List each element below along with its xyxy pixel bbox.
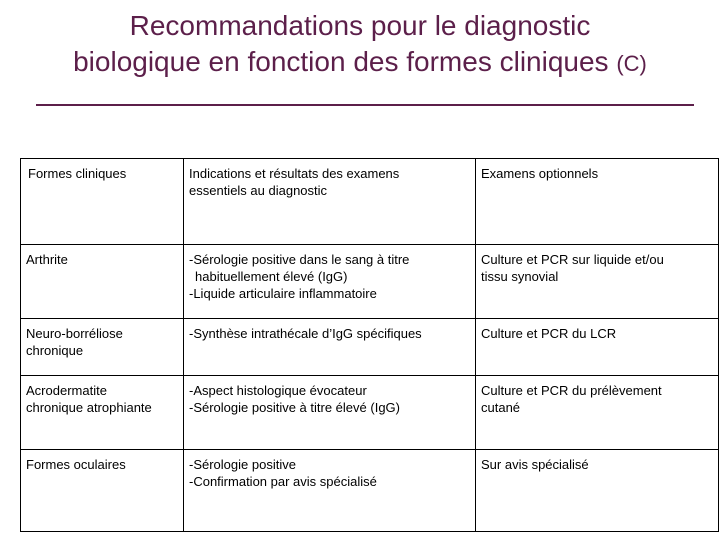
cell-form-line: Formes oculaires (26, 457, 126, 472)
cell-essential-line: -Aspect histologique évocateur (189, 383, 367, 398)
table-row (21, 319, 719, 376)
cell-essential-line: -Confirmation par avis spécialisé (189, 474, 377, 489)
header-optional-label: Examens optionnels (481, 166, 599, 181)
cell-essential-line: -Sérologie positive dans le sang à titre (189, 252, 410, 267)
cell-optional-line: tissu synovial (481, 269, 559, 284)
cell-optional-line: Culture et PCR du prélèvement (481, 383, 662, 398)
header-optional-exams (476, 159, 719, 245)
title-divider (36, 104, 694, 106)
header-forms-label: Formes cliniques (28, 166, 127, 181)
cell-essential (184, 450, 476, 532)
cell-optional (476, 319, 719, 376)
table-row (21, 245, 719, 319)
table-row (21, 450, 719, 532)
cell-form-line: Acrodermatite (26, 383, 107, 398)
cell-optional-line: Culture et PCR du LCR (481, 326, 617, 341)
cell-essential-line: -Synthèse intrathécale d’IgG spécifiques (189, 326, 422, 341)
cell-form-line: Neuro-borréliose (26, 326, 123, 341)
cell-form (21, 376, 184, 450)
cell-form-line: chronique (26, 343, 84, 358)
table-header-row (21, 159, 719, 245)
table-row (21, 376, 719, 450)
cell-form (21, 450, 184, 532)
cell-optional-line: Sur avis spécialisé (481, 457, 589, 472)
cell-essential-line: -Sérologie positive (189, 457, 296, 472)
cell-form-line: chronique atrophiante (26, 400, 152, 415)
cell-form (21, 245, 184, 319)
slide-title-line-2-text: biologique en fonction des formes cliniques (73, 46, 609, 77)
header-essential-exams (184, 159, 476, 245)
slide-title (0, 8, 720, 82)
slide-title-line-1: Recommandations pour le diagnostic (129, 10, 591, 41)
cell-essential (184, 376, 476, 450)
header-essential-line-2: essentiels au diagnostic (189, 183, 328, 198)
cell-optional (476, 450, 719, 532)
cell-essential (184, 319, 476, 376)
cell-essential-line: habituellement élevé (IgG) (195, 269, 348, 284)
cell-optional (476, 245, 719, 319)
header-forms (21, 159, 184, 245)
cell-form-line: Arthrite (26, 252, 68, 267)
cell-optional (476, 376, 719, 450)
cell-essential-line: -Sérologie positive à titre élevé (IgG) (189, 400, 400, 415)
recommendations-table (20, 158, 719, 532)
cell-optional-line: Culture et PCR sur liquide et/ou (481, 252, 664, 267)
cell-form (21, 319, 184, 376)
slide-title-suffix: (C) (616, 51, 647, 76)
cell-essential-line: -Liquide articulaire inflammatoire (189, 286, 377, 301)
cell-essential (184, 245, 476, 319)
header-essential-line-1: Indications et résultats des examens (189, 166, 400, 181)
cell-optional-line: cutané (481, 400, 521, 415)
slide-title-line-2 (0, 44, 720, 82)
